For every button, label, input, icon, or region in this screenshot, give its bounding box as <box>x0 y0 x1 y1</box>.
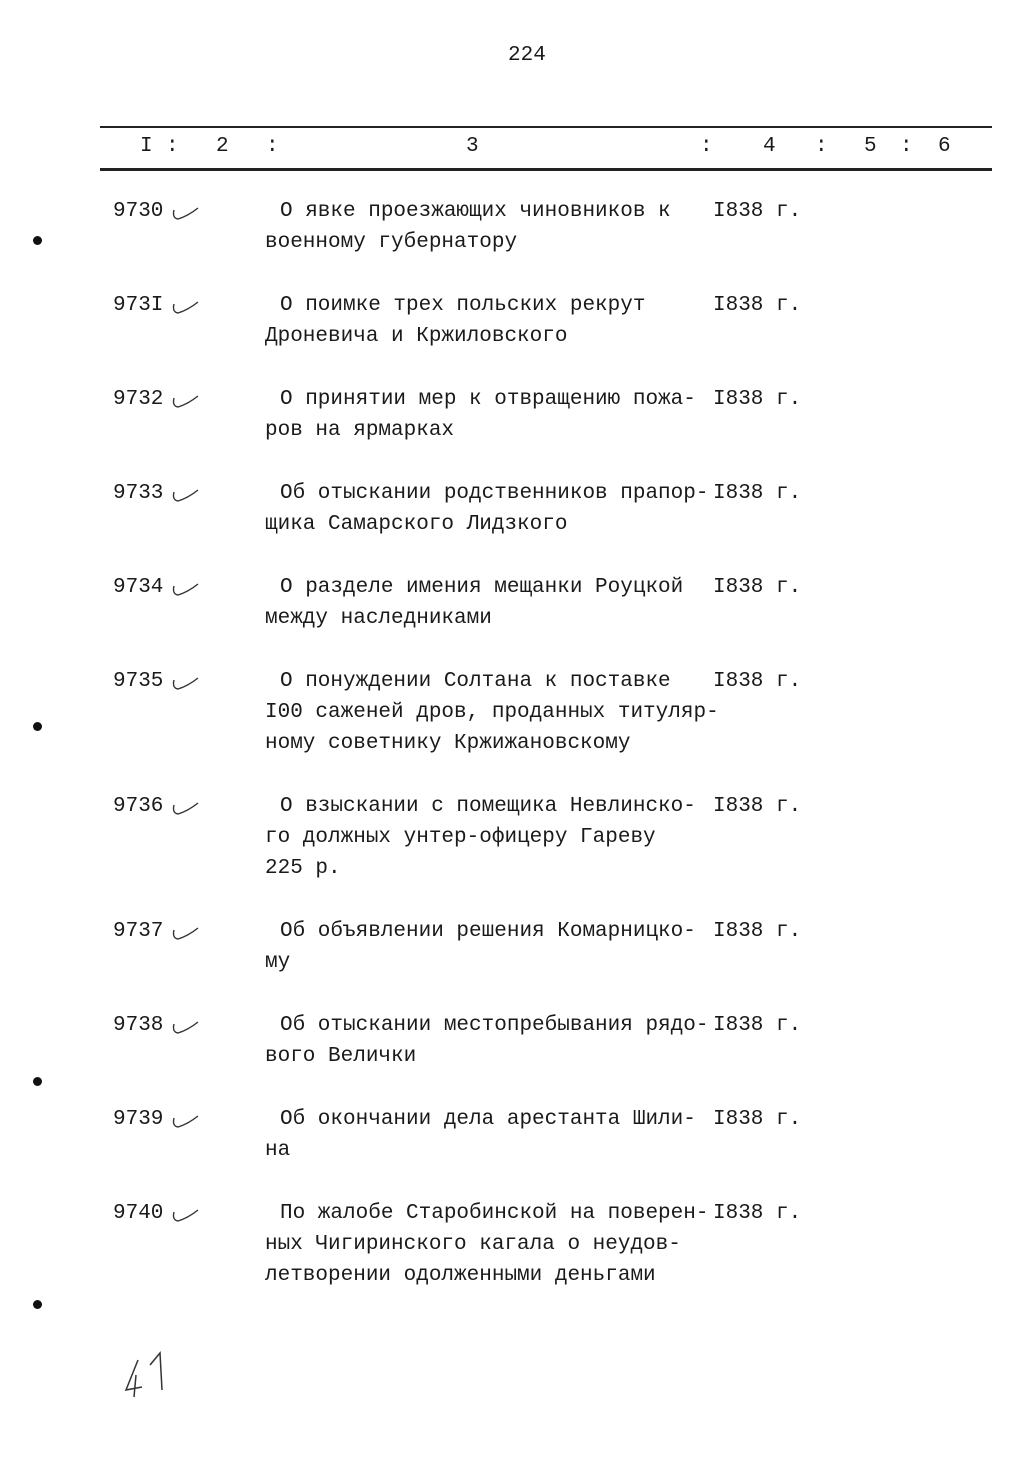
description-line: на <box>265 1139 291 1162</box>
entry-number: 9735 <box>113 670 164 693</box>
checkmark-icon <box>170 298 202 316</box>
checkmark-icon <box>170 674 202 692</box>
entry-year: I838 г. <box>713 294 802 317</box>
table-row <box>0 1104 1024 1166</box>
description-line: О взыскании с помещика Невлинско- <box>280 795 696 818</box>
checkmark-icon <box>170 1206 202 1224</box>
entry-number: 9740 <box>113 1202 164 1225</box>
entry-year: I838 г. <box>713 920 802 943</box>
column-5-label: 5 <box>864 135 877 158</box>
table-row <box>0 1010 1024 1072</box>
handwritten-note <box>120 1345 180 1405</box>
entry-description <box>265 290 705 352</box>
entry-description <box>265 572 705 634</box>
description-line: Об отыскании родственников прапор- <box>280 482 709 505</box>
entry-number: 9730 <box>113 200 164 223</box>
column-separator: : <box>166 135 179 158</box>
table-row <box>0 572 1024 634</box>
entry-year: I838 г. <box>713 388 802 411</box>
entry-year: I838 г. <box>713 200 802 223</box>
column-1-label: I <box>140 135 153 158</box>
entry-year: I838 г. <box>713 795 802 818</box>
column-2-label: 2 <box>216 135 229 158</box>
entry-description <box>265 1010 709 1072</box>
description-line: О понуждении Солтана к поставке <box>280 670 671 693</box>
page-number: 224 <box>508 44 546 67</box>
column-4-label: 4 <box>763 135 776 158</box>
description-line: Об объявлении решения Комарницко- <box>280 920 696 943</box>
description-line: ров на ярмарках <box>265 419 455 442</box>
entry-description <box>265 666 719 759</box>
description-line: му <box>265 951 291 974</box>
entry-description <box>265 196 705 258</box>
description-line: летворении одолженными деньгами <box>265 1264 656 1287</box>
punch-hole <box>33 236 42 245</box>
table-row <box>0 1198 1024 1291</box>
table-row <box>0 916 1024 978</box>
entry-number: 9739 <box>113 1108 164 1131</box>
entry-description <box>265 1104 705 1166</box>
entry-description <box>265 478 709 540</box>
checkmark-icon <box>170 924 202 942</box>
column-separator: : <box>266 135 279 158</box>
entry-number: 9732 <box>113 388 164 411</box>
entry-number: 9733 <box>113 482 164 505</box>
description-line: вого Велички <box>265 1045 417 1068</box>
description-line: го должных унтер-офицеру Гареву <box>265 826 656 849</box>
entry-number: 9736 <box>113 795 164 818</box>
description-line: щика Самарского Лидзкого <box>265 513 568 536</box>
column-separator: : <box>900 135 913 158</box>
description-line: По жалобе Старобинской на поверен- <box>280 1202 709 1225</box>
description-line: О разделе имения мещанки Роуцкой <box>280 576 684 599</box>
column-separator: : <box>815 135 828 158</box>
entries-list <box>0 196 1024 1323</box>
header-top-rule <box>100 126 992 128</box>
description-line: О явке проезжающих чиновников к <box>280 200 671 223</box>
punch-hole <box>33 1300 42 1309</box>
checkmark-icon <box>170 580 202 598</box>
description-line: I00 саженей дров, проданных титуляр- <box>265 701 719 724</box>
punch-hole <box>33 1077 42 1086</box>
checkmark-icon <box>170 1018 202 1036</box>
punch-hole <box>33 722 42 731</box>
entry-description <box>265 1198 709 1291</box>
description-line: Об окончании дела арестанта Шили- <box>280 1108 696 1131</box>
entry-number: 9734 <box>113 576 164 599</box>
entry-description <box>265 916 705 978</box>
entry-year: I838 г. <box>713 576 802 599</box>
table-row <box>0 791 1024 884</box>
column-separator: : <box>700 135 713 158</box>
checkmark-icon <box>170 1112 202 1130</box>
table-row <box>0 196 1024 258</box>
description-line: О поимке трех польских рекрут <box>280 294 646 317</box>
description-line: Дроневича и Кржиловского <box>265 325 568 348</box>
table-row <box>0 478 1024 540</box>
table-row <box>0 666 1024 759</box>
entry-year: I838 г. <box>713 482 802 505</box>
checkmark-icon <box>170 799 202 817</box>
entry-year: I838 г. <box>713 1202 802 1225</box>
entry-number: 973I <box>113 294 164 317</box>
entry-year: I838 г. <box>713 1014 802 1037</box>
checkmark-icon <box>170 486 202 504</box>
header-bottom-rule <box>100 168 992 171</box>
table-row <box>0 290 1024 352</box>
checkmark-icon <box>170 392 202 410</box>
description-line: между наследниками <box>265 607 492 630</box>
entry-year: I838 г. <box>713 1108 802 1131</box>
entry-year: I838 г. <box>713 670 802 693</box>
description-line: ных Чигиринского кагала о неудов- <box>265 1233 681 1256</box>
entry-number: 9737 <box>113 920 164 943</box>
description-line: ному советнику Кржижановскому <box>265 732 631 755</box>
description-line: О принятии мер к отвращению пожа- <box>280 388 696 411</box>
entry-description <box>265 791 705 884</box>
description-line: Об отыскании местопребывания рядо- <box>280 1014 709 1037</box>
description-line: 225 р. <box>265 857 341 880</box>
column-3-label: 3 <box>466 135 479 158</box>
checkmark-icon <box>170 204 202 222</box>
table-row <box>0 384 1024 446</box>
description-line: военному губернатору <box>265 231 518 254</box>
column-6-label: 6 <box>938 135 951 158</box>
entry-number: 9738 <box>113 1014 164 1037</box>
entry-description <box>265 384 705 446</box>
